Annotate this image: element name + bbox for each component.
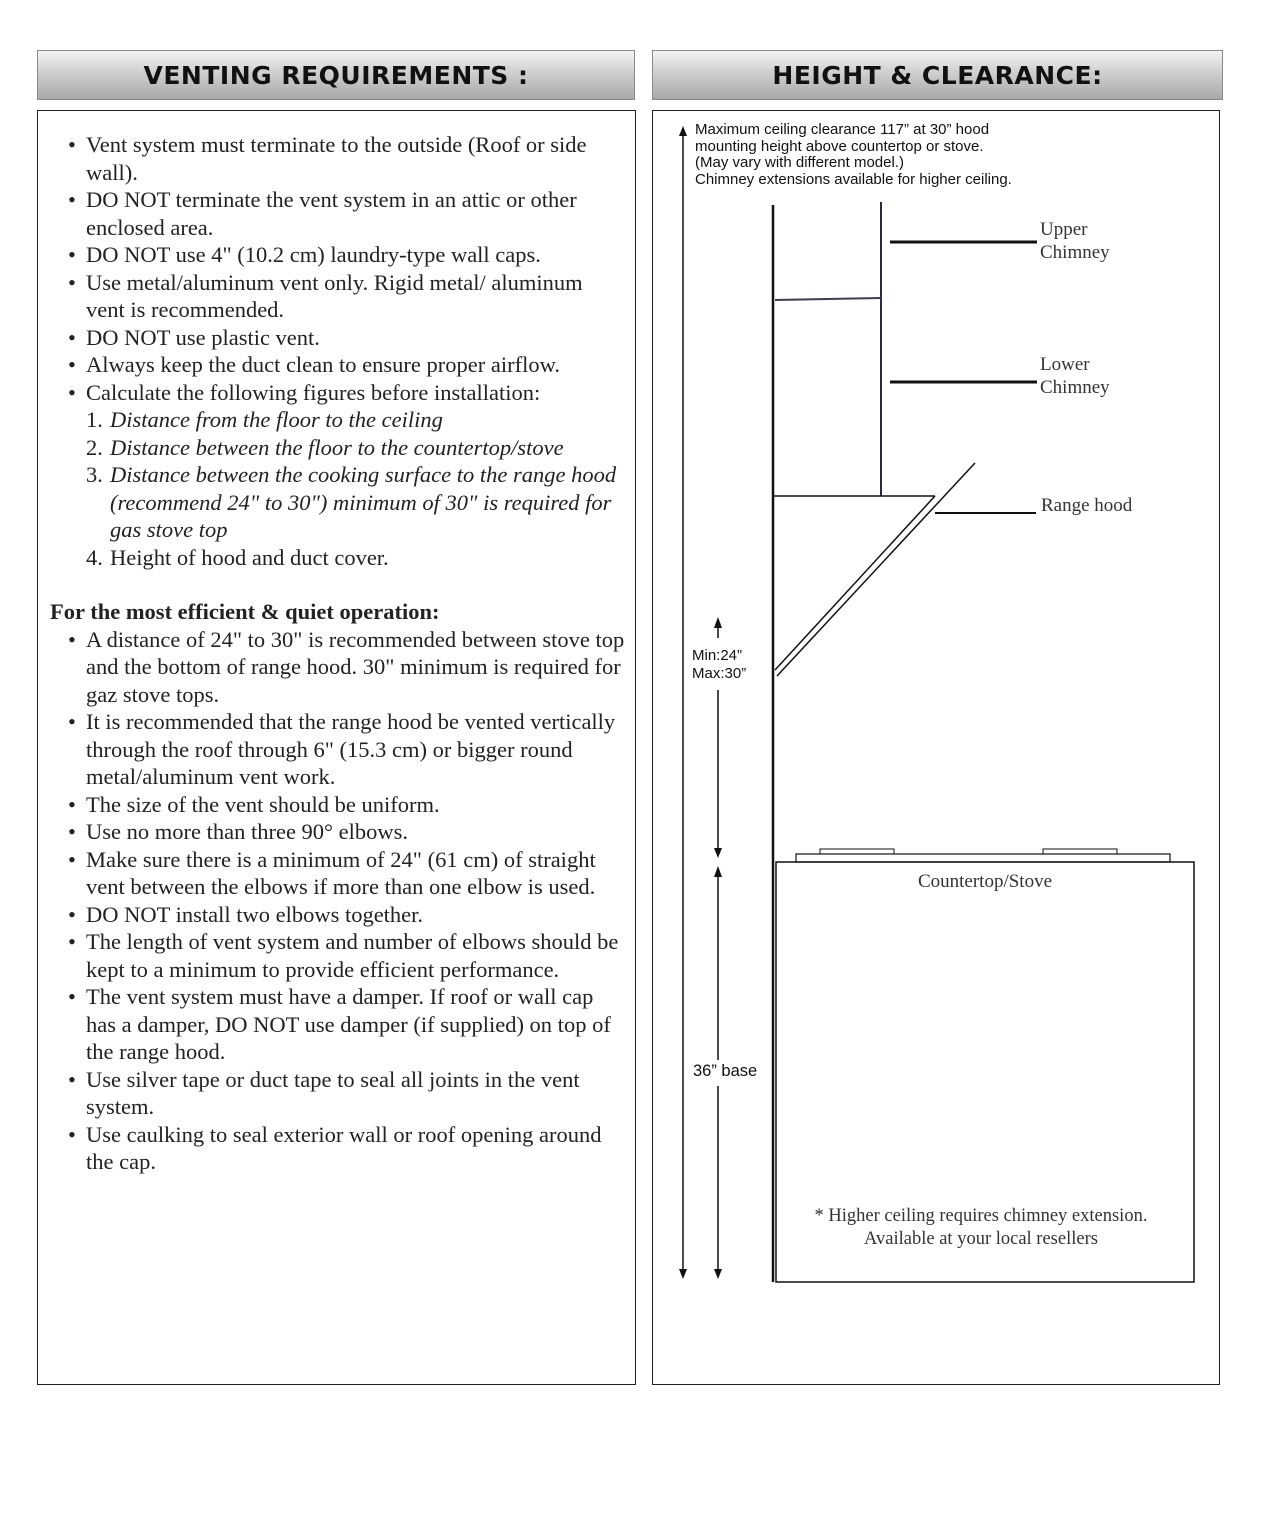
list-item: • Always keep the duct clean to ensure proper airflow. (50, 351, 625, 379)
step-text: Distance between the floor to the countertop/stove (110, 434, 564, 460)
upper-chimney-label (1040, 218, 1110, 264)
note-line: mounting height above countertop or stove. (695, 137, 984, 155)
efficient-operation-heading: For the most efficient & quiet operation: (50, 599, 440, 624)
list-item: • The vent system must have a damper. If roof or wall cap has a damper, DO NOT use damper (if supplied) on top of the range hood. (50, 983, 625, 1066)
list-item: • DO NOT use 4" (10.2 cm) laundry-type wall caps. (50, 241, 625, 269)
arrow-up-icon (714, 866, 722, 877)
step-number: 2. (86, 434, 103, 460)
label-line: Chimney (1040, 242, 1110, 263)
chimney-extension-footnote (776, 1205, 1186, 1251)
arrow-down-icon (714, 848, 722, 858)
step-number: 3. (86, 462, 103, 487)
chimney-joint-line (775, 298, 881, 300)
footnote-line: * Higher ceiling requires chimney extension. (814, 1206, 1148, 1226)
step-text: Distance from the floor to the ceiling (110, 407, 443, 432)
list-item: • A distance of 24" to 30" is recommended between stove top and the bottom of range hood. 30" minimum is required for gaz stove tops. (50, 626, 625, 709)
venting-requirements-header: VENTING REQUIREMENTS : (37, 50, 635, 100)
base-height-label: 36” base (693, 1062, 758, 1080)
range-hood-label: Range hood (1041, 495, 1133, 516)
step-text: Distance between the cooking surface to the range hood (recommend 24" to 30") minimum of 30" is required for gas stove top (110, 462, 617, 542)
note-line: Chimney extensions available for higher ceiling. (695, 170, 1012, 188)
hood-slope-outer-line (777, 463, 975, 676)
list-item: • DO NOT use plastic vent. (50, 324, 625, 352)
list-item: • Vent system must terminate to the outside (Roof or side wall). (50, 131, 625, 186)
hood-slope-line (775, 496, 935, 670)
list-item: • DO NOT install two elbows together. (50, 901, 625, 929)
footnote-line: Available at your local resellers (864, 1229, 1098, 1249)
height-clearance-header: HEIGHT & CLEARANCE: (652, 50, 1223, 100)
list-item: • The size of the vent should be uniform. (50, 791, 625, 819)
list-item: • Use no more than three 90° elbows. (50, 818, 625, 846)
lower-chimney-label (1040, 353, 1110, 399)
step-number: 4. (86, 544, 103, 570)
list-item: • Use metal/aluminum vent only. Rigid metal/ aluminum vent is recommended. (50, 269, 625, 324)
min-height-label: Min:24” (692, 647, 743, 664)
step-text: Height of hood and duct cover. (110, 544, 389, 570)
arrow-down-icon (679, 1269, 687, 1279)
list-item: • The length of vent system and number of elbows should be kept to a minimum to provide efficient performance. (50, 928, 625, 983)
list-item: • DO NOT terminate the vent system in an attic or other enclosed area. (50, 186, 625, 241)
note-line: Maximum ceiling clearance 117” at 30” hood (695, 121, 990, 138)
list-item: • Use caulking to seal exterior wall or roof opening around the cap. (50, 1121, 625, 1176)
burner-right (1043, 849, 1117, 854)
max-height-label: Max:30” (692, 665, 747, 682)
arrow-down-icon (714, 1269, 722, 1279)
list-item: • It is recommended that the range hood be vented vertically through the roof through 6" (15.3 cm) or bigger round metal/aluminum vent work. (50, 708, 625, 791)
step-number: 1. (86, 407, 103, 432)
list-item: • Use silver tape or duct tape to seal all joints in the vent system. (50, 1066, 625, 1121)
list-item: • Make sure there is a minimum of 24" (61 cm) of straight vent between the elbows if more than one elbow is used. (50, 846, 625, 901)
arrow-up-icon (679, 126, 687, 136)
countertop-stove-label: Countertop/Stove (917, 871, 1053, 892)
arrow-up-icon (714, 617, 722, 628)
ceiling-clearance-note (695, 122, 1115, 188)
cooktop (796, 854, 1170, 862)
label-line: Lower (1040, 354, 1090, 375)
burner-left (820, 849, 894, 854)
list-item: • Calculate the following figures before installation: (50, 379, 625, 407)
label-line: Upper (1040, 219, 1088, 240)
label-line: Chimney (1040, 377, 1110, 398)
note-line: (May vary with different model.) (695, 154, 904, 171)
